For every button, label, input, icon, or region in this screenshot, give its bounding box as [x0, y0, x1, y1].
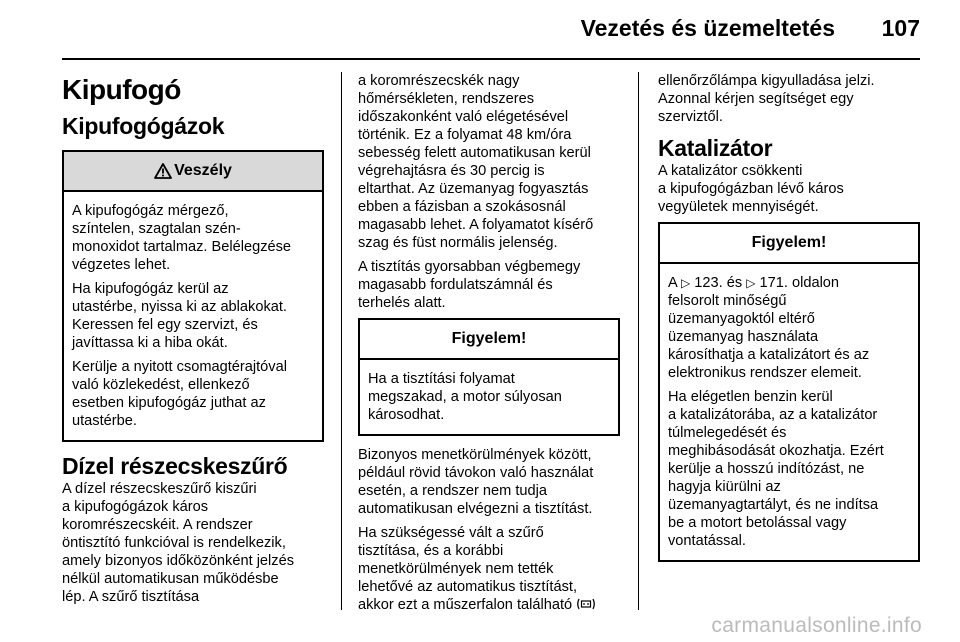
- danger-paragraph-2: Ha kipufogógáz kerül az utastérbe, nyissa ki az ablakokat. Keressen fel egy szervizt, és javíttassa ki a hiba okát.: [72, 281, 287, 351]
- danger-paragraph-3: Kerülje a nyitott csomagtérajtóval való közlekedést, ellenkező esetben kipufogógáz juthat az utastérbe.: [72, 359, 287, 429]
- notice-box-catalyst-header: Figyelem!: [660, 224, 918, 264]
- header-divider: [62, 58, 920, 60]
- danger-paragraph-1: A kipufogógáz mérgező, színtelen, szagtalan szén- monoxidot tartalmaz. Belélegzése végzetes lehet.: [72, 203, 292, 273]
- section-title-catalyst: Katalizátor: [658, 135, 773, 161]
- danger-box: [62, 150, 324, 442]
- page-ref-123[interactable]: 123.: [694, 275, 723, 291]
- dpf-conditions-paragraph: Bizonyos menetkörülmények között, például rövid távokon való használat esetén, a rendszer nem tudja automatikusan elvégezni a tisztítást.: [358, 447, 594, 517]
- chapter-heading: Kipufogó: [62, 74, 181, 105]
- danger-box-title: Veszély: [174, 162, 232, 179]
- page-ref-arrow-icon: ▷: [680, 276, 691, 290]
- column-divider-2: [638, 72, 639, 610]
- section-title-dpf: Dízel részecskeszűrő: [62, 453, 288, 479]
- column-2: [358, 72, 620, 620]
- dpf-manual-cleaning-text: Ha szükségessé vált a szűrő tisztítása, és a korábbi menetkörülmények nem tették lehetővé az automatikus tisztítást, akkor ezt a műszerfalon található: [358, 525, 578, 613]
- dpf-manual-cleaning-paragraph: [358, 524, 620, 614]
- warning-triangle-icon: [154, 163, 172, 179]
- column-3: [658, 72, 920, 572]
- dpf-speed-paragraph: A tisztítás gyorsabban végbemegy magasabb fordulatszámnál és terhelés alatt.: [358, 259, 581, 311]
- watermark: carmanualsonline.info: [711, 614, 922, 637]
- notice-box-catalyst-body: [660, 264, 918, 560]
- danger-box-header: [64, 152, 322, 192]
- dpf-warning-symbol-icon: [576, 597, 596, 611]
- page-ref-171[interactable]: 171.: [759, 275, 788, 291]
- notice-box-header: Figyelem!: [360, 320, 618, 360]
- unburned-fuel-paragraph: Ha elégetlen benzin kerül a katalizátorába, az a katalizátor túlmelegedését és meghibásodását okozhatja. Ezért kerülje a hosszú indítózást, ne hagyja kiürülni az üzemanyagtartályt, és ne indítsa be a motort betolással vagy vontatással.: [668, 389, 884, 549]
- fuel-quality-paragraph: [668, 274, 910, 382]
- ref-and: és: [722, 275, 747, 291]
- dpf-cleaning-paragraph: a koromrészecskék nagy hőmérsékleten, rendszeres időszakonként való elégetésével történik. Ez a folyamat 48 km/óra sebesség felett automatikusan kerül végrehajtásra és 30 percig is eltarthat. Az üzemanyag fogyasztás ebben a fázisban a szokásosnál magasabb lehet. A folyamatot kísérő szag és füst normális jelenség.: [358, 73, 594, 251]
- danger-box-body: [64, 192, 322, 440]
- notice-box-dpf: [358, 318, 620, 436]
- ref-suffix: oldalon: [787, 275, 840, 291]
- ref-prefix: A: [668, 275, 681, 291]
- warning-lamp-paragraph: ellenőrzőlámpa kigyulladása jelzi. Azonnal kérjen segítséget egy szerviztől.: [658, 73, 875, 125]
- page-number: 107: [881, 15, 920, 41]
- page-ref-arrow-icon: ▷: [746, 276, 756, 290]
- fuel-quality-text: felsorolt minőségű üzemanyagoktól eltérő üzemanyag használata károsíthatja a katalizátort és az elektronikus rendszer elemeit.: [668, 293, 870, 381]
- running-header-title: Vezetés és üzemeltetés: [580, 15, 835, 41]
- notice-text: Ha a tisztítási folyamat megszakad, a motor súlyosan károsodhat.: [368, 371, 562, 423]
- dpf-intro-text: A dízel részecskeszűrő kiszűri a kipufogógázok káros koromrészecskéit. A rendszer öntisztító funkcióval is rendelkezik, amely bizonyos időközönként jelzés nélkül automatikusan működésbe lép. A szűrő tisztítása: [62, 481, 295, 605]
- notice-box-catalyst: [658, 222, 920, 562]
- catalyst-intro-text: A katalizátor csökkenti a kipufogógázban lévő káros vegyületek mennyiségét.: [658, 163, 844, 215]
- subheading: Kipufogógázok: [62, 113, 225, 139]
- column-1: [62, 72, 324, 612]
- notice-box-body: [360, 360, 618, 434]
- column-divider-1: [341, 72, 342, 610]
